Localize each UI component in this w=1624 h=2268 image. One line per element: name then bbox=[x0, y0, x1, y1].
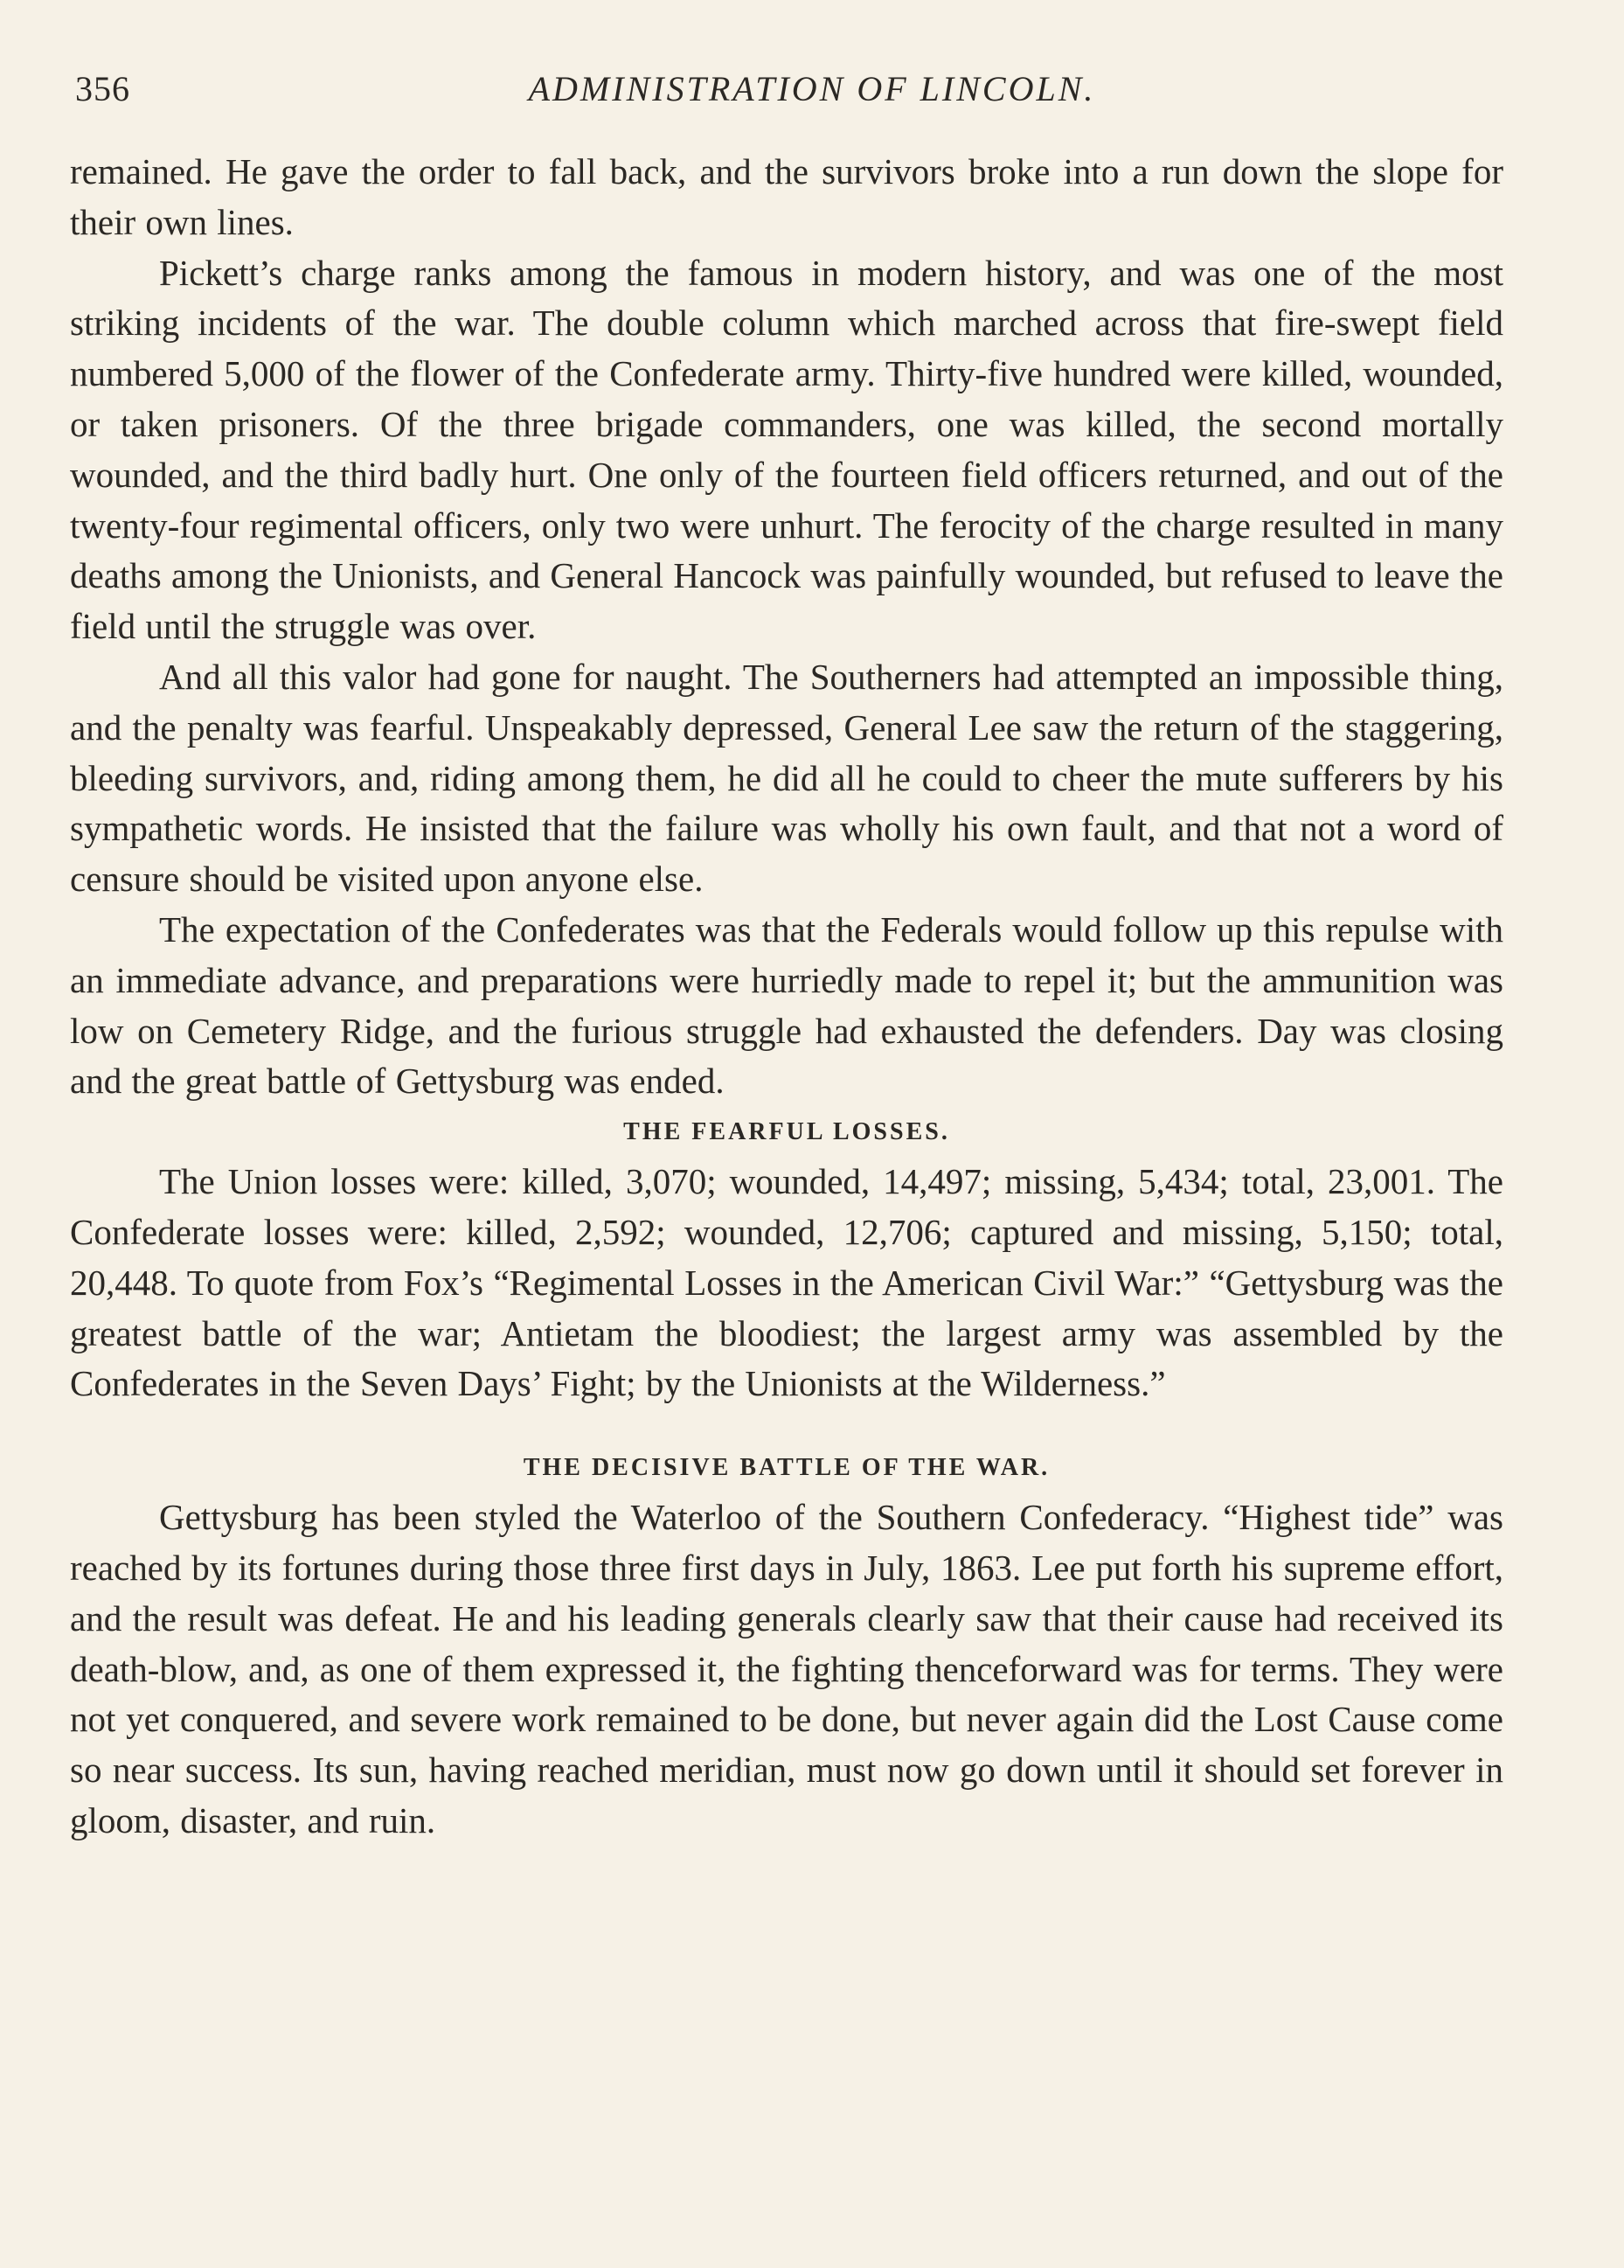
running-head bbox=[75, 68, 1549, 121]
page-number: 356 bbox=[75, 69, 130, 108]
paragraph-expectation: The expectation of the Confederates was that the Federals would follow up this repulse with an immediate advance, and preparations were hurriedly made to repel it; but the ammunition was low on Cemetery Ridge, and the furious struggle had exhausted the defenders. Day was closing and the great battle of Gettysburg was ended. bbox=[70, 908, 1503, 1102]
paragraph-continuation: remained. He gave the order to fall back, and the survivors broke into a run down the slope for their own lines. bbox=[70, 151, 1503, 242]
paragraph-decisive-battle: Gettysburg has been styled the Waterloo of the Southern Confederacy. “Highest tide” was reached by its fortunes during those three first days in July, 1863. Lee put forth his supreme effort, and the result was defeat. He and his leading generals clearly saw that their cause had received its death-blow, and, as one of them expressed it, the fighting thenceforward was for terms. They were not yet conquered, and severe work remained to be done, but never again did the Lost Cause come so near success. Its sun, having reached meridian, must now go down until it should set forever in gloom, disaster, and ruin. bbox=[70, 1497, 1503, 1840]
paragraph-picketts-charge: Pickett’s charge ranks among the famous in modern history, and was one of the most striking incidents of the war. The double column which marched across that fire-swept field numbered 5,000 of the flower of the Confederate army. Thirty-five hundred were killed, wounded, or taken prisoners. Of the three brigade commanders, one was killed, the second mortally wounded, and the third badly hurt. One only of the fourteen field officers returned, and out of the twenty-four regimental officers, only two were unhurt. The ferocity of the charge resulted in many deaths among the Unionists, and General Hancock was painfully wounded, but refused to leave the field until the struggle was over. bbox=[70, 252, 1503, 647]
body-text bbox=[70, 147, 1503, 1847]
paragraph-valor: And all this valor had gone for naught. The Southerners had attempted an impossible thing, and the penalty was fearful. Unspeakably depressed, General Lee saw the return of the staggering, bleeding survivors, and, riding among them, he did all he could to cheer the mute sufferers by his sympathetic words. He insisted that the failure was wholly his own fault, and that not a word of censure should be visited upon anyone else. bbox=[70, 656, 1503, 900]
running-title: ADMINISTRATION OF LINCOLN. bbox=[528, 69, 1096, 108]
paragraph-losses: The Union losses were: killed, 3,070; wounded, 14,497; missing, 5,434; total, 23,001. The Confederate losses were: killed, 2,592; wounded, 12,706; captured and missing, 5,150; total, 20,448. To quote from Fox’s “Regimental Losses in the American Civil War:” “Gettysburg was the greatest battle of the war; Antietam the bloodiest; the largest army was assembled by the Confederates in the Seven Days’ Fight; by the Unionists at the Wilderness.” bbox=[70, 1161, 1503, 1404]
section-heading-losses: THE FEARFUL LOSSES. bbox=[623, 1118, 950, 1146]
section-heading-decisive-battle: THE DECISIVE BATTLE OF THE WAR. bbox=[523, 1454, 1051, 1482]
